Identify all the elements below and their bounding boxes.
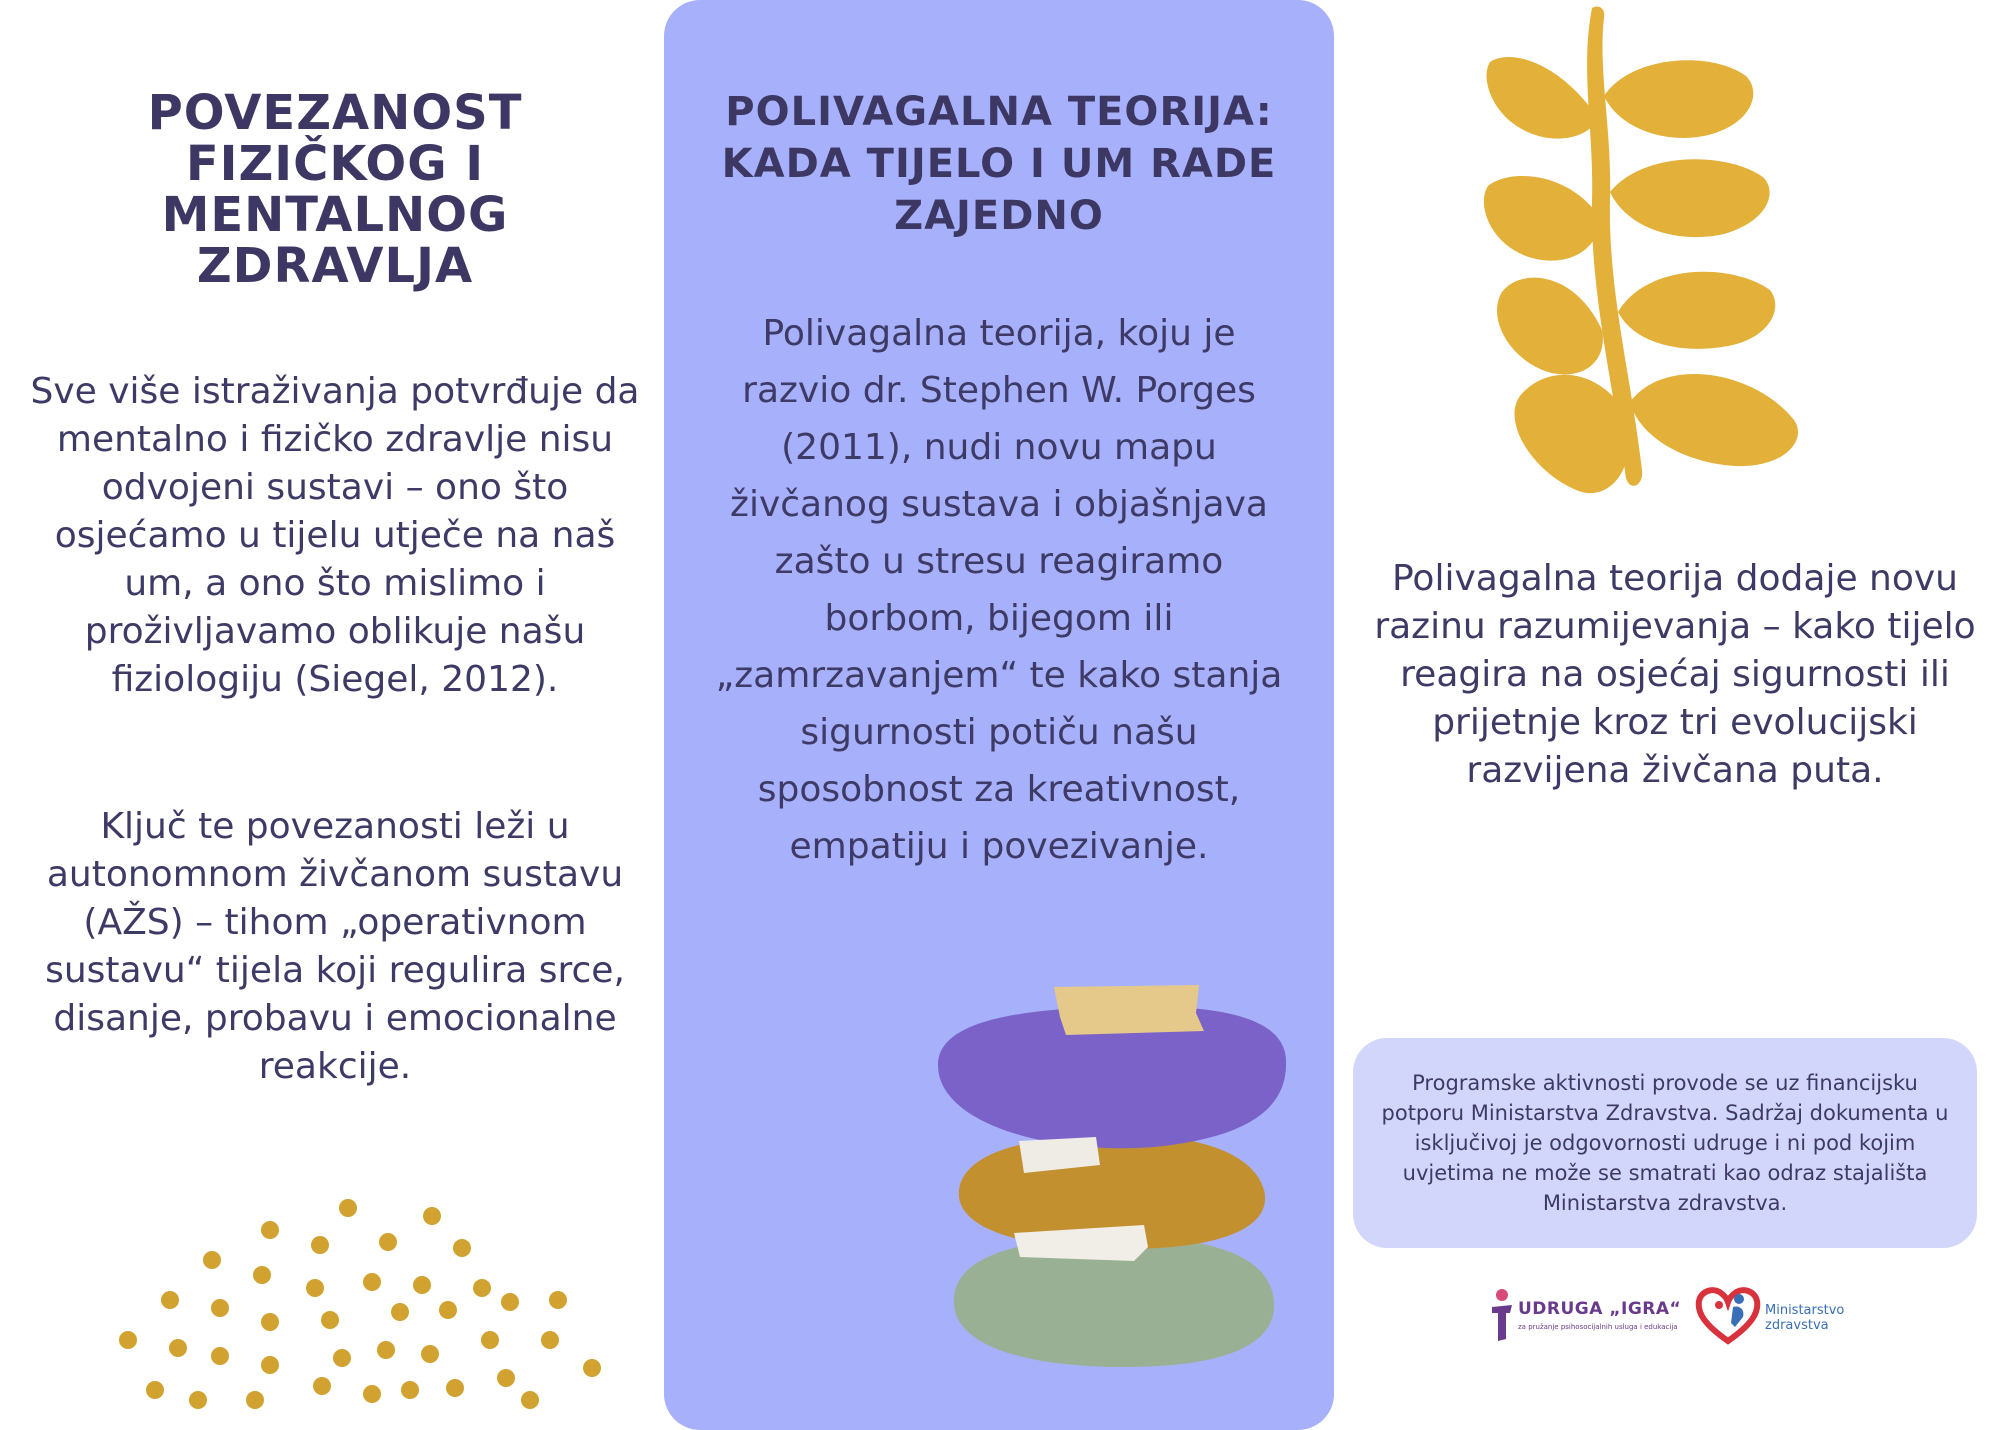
- ministry-heart-icon: [1695, 1283, 1761, 1349]
- igra-logo-icon: [1488, 1285, 1518, 1345]
- ministry-logo-name: [1765, 1303, 1844, 1333]
- igra-logo-subtitle: za pružanje psihosocijalnih usluga i edukacija: [1518, 1323, 1678, 1331]
- decorative-dots-illustration: [110, 1190, 630, 1414]
- ministry-name-line2: zdravstva: [1765, 1318, 1829, 1333]
- right-paragraph: Polivagalna teorija dodaje novu razinu razumijevanja – kako tijelo reagira na osjećaj sigurnosti ili prijetnje kroz tri evolucijski razvijena živčana puta.: [1374, 558, 1976, 791]
- ministry-name-line1: Ministarstvo: [1765, 1303, 1845, 1318]
- middle-title: POLIVAGALNA TEORIJA: KADA TIJELO I UM RADE ZAJEDNO: [721, 89, 1277, 239]
- middle-panel: [664, 0, 1334, 1430]
- left-paragraph-2: Ključ te povezanosti leži u autonomnom živčanom sustavu (AŽS) – tihom „operativnom sustavu“ tijela koji regulira srce, disanje, probavu i emocionalne reakcije.: [45, 806, 625, 1087]
- funding-disclaimer: [1353, 1038, 1977, 1248]
- igra-logo-name: UDRUGA „IGRA“: [1518, 1299, 1682, 1319]
- udruga-igra-logo: [1488, 1285, 1682, 1345]
- left-title: POVEZANOST FIZIČKOG I MENTALNOG ZDRAVLJA: [147, 85, 523, 294]
- left-paragraph-1: Sve više istraživanja potvrđuje da mentalno i fizičko zdravlje nisu odvojeni sustavi – ono što osjećamo u tijelu utječe na naš um, a ono što mislimo i proživljavamo oblikuje našu fiziologiju (Siegel, 2012).: [30, 371, 640, 700]
- stacked-stones-illustration: [934, 985, 1304, 1415]
- leaf-branch-illustration: [1480, 0, 1820, 510]
- disclaimer-text: Programske aktivnosti provode se uz financijsku potporu Ministarstva Zdravstva. Sadržaj dokumenta u isključivoj je odgovornosti udruge i ni pod kojim uvjetima ne može se smatrati kao odraz stajališta Ministarstva zdravstva.: [1381, 1071, 1949, 1215]
- middle-paragraph: Polivagalna teorija, koju je razvio dr. Stephen W. Porges (2011), nudi novu mapu živčanog sustava i objašnjava zašto u stresu reagiramo borbom, bijegom ili „zamrzavanjem“ te kako stanja sigurnosti potiču našu sposobnost za kreativnost, empatiju i povezivanje.: [715, 313, 1283, 867]
- ministry-logo: [1695, 1283, 1855, 1353]
